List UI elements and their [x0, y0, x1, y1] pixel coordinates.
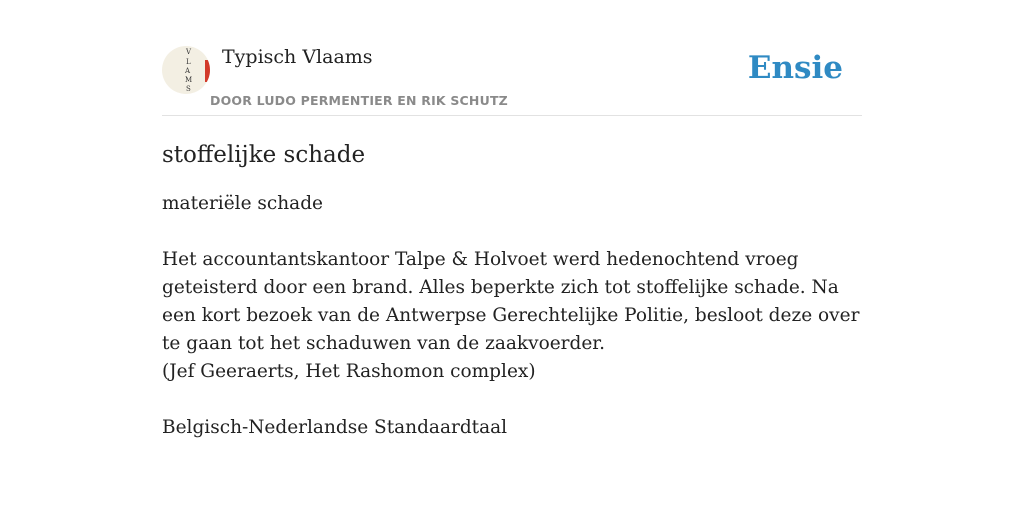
entry-synonym: materiële schade — [162, 193, 323, 214]
entry-term: stoffelijke schade — [162, 142, 366, 168]
entry-language: Belgisch-Nederlandse Standaardtaal — [162, 417, 508, 438]
blog-title[interactable]: Typisch Vlaams — [222, 46, 373, 68]
brand-logo[interactable]: Ensie — [747, 50, 843, 86]
avatar-red-strip — [205, 60, 210, 82]
entry-example: Het accountantskantoor Talpe & Holvoet werd hedenochtend vroeg geteisterd door een brand. Alles beperkte zich tot stoffelijke schade. Na een kort bezoek van de Antwerpse Gerechtelijke Politie, besloot deze over te gaan tot het schaduwen van de zaakvoerder. — [162, 249, 860, 354]
entry-content — [162, 138, 867, 442]
entry-source: (Jef Geeraerts, Het Rashomon complex) — [162, 361, 536, 382]
avatar-logo-lettering: V L A M S — [185, 48, 193, 93]
blog-avatar[interactable] — [162, 46, 210, 94]
blog-authors: DOOR LUDO PERMENTIER EN RIK SCHUTZ — [210, 93, 508, 108]
header — [162, 46, 862, 116]
